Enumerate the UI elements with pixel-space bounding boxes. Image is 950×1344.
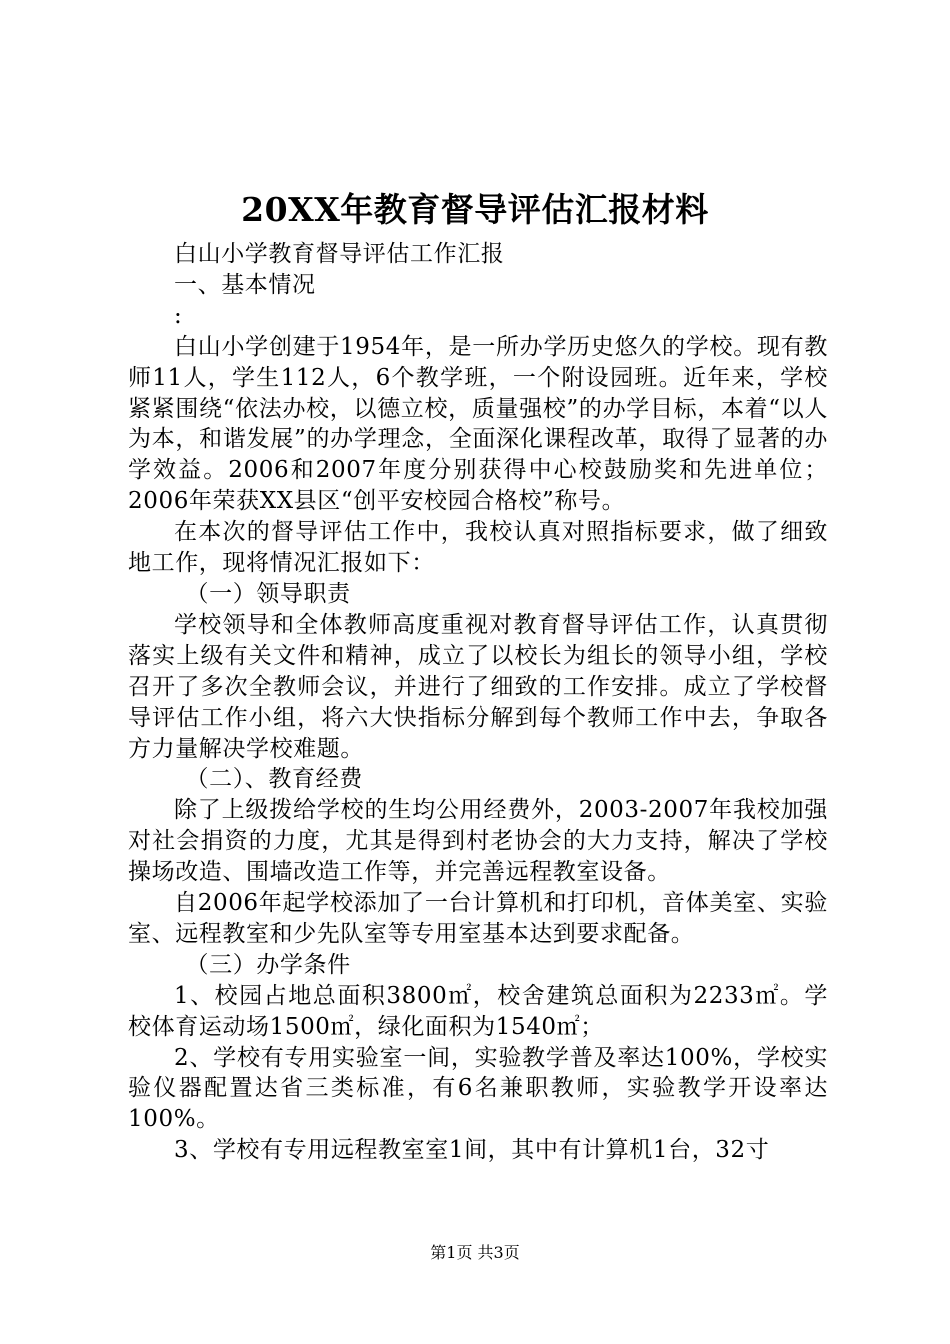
document-title: 20XX年教育督导评估汇报材料: [241, 190, 709, 229]
subheading-conditions: （三）办学条件: [185, 951, 351, 978]
subheading-leadership: （一）领导职责: [185, 580, 351, 607]
section-heading-basic-info: 一、基本情况: [174, 271, 316, 298]
paragraph-campus-area: 1、校园占地总面积3800㎡，校舍建筑总面积为2233㎡。学校体育运动场1500㎡，绿化面积为1540㎡；: [128, 982, 828, 1040]
document-body: [128, 239, 828, 1166]
subheading-funding: （二）、教育经费: [185, 766, 363, 793]
page-number-footer: 第1页 共3页: [430, 1243, 520, 1262]
paragraph-equipment: 自2006年起学校添加了一台计算机和打印机，音体美室、实验室、远程教室和少先队室等专用室基本达到要求配备。: [128, 890, 828, 947]
paragraph-report-title: 白山小学教育督导评估工作汇报: [174, 241, 505, 267]
paragraph-remote-classroom: 3、学校有专用远程教室室1间，其中有计算机1台，32寸: [174, 1137, 770, 1164]
paragraph-evaluation-intro: 在本次的督导评估工作中，我校认真对照指标要求，做了细致地工作，现将情况汇报如下：: [128, 519, 828, 577]
paragraph-school-intro: 白山小学创建于1954年，是一所办学历史悠久的学校。现有教师11人，学生112人，6个教学班，一个附设园班。近年来，学校紧紧围绕“依法办校，以德立校，质量强校”的办学目标，本着“以人为本，和谐发展”的办学理念，全面深化课程改革，取得了显著的办学效益。2006和2007年度分别获得中心校鼓励奖和先进单位；2006年荣获XX县区“创平安校园合格校”称号。: [128, 333, 828, 515]
paragraph-funding: 除了上级拨给学校的生均公用经费外，2003-2007年我校加强对社会捐资的力度，尤其是得到村老协会的大力支持，解决了学校操场改造、围墙改造工作等，并完善远程教室设备。: [128, 797, 828, 886]
paragraph-laboratory: 2、学校有专用实验室一间，实验教学普及率达100%，学校实验仪器配置达省三类标准，有6名兼职教师，实验教学开设率达100%。: [128, 1044, 828, 1133]
paragraph-colon: :: [174, 302, 183, 329]
paragraph-leadership: 学校领导和全体教师高度重视对教育督导评估工作，认真贯彻落实上级有关文件和精神，成立了以校长为组长的领导小组，学校召开了多次全教师会议，并进行了细致的工作安排。成立了学校督导评估工作小组，将六大快指标分解到每个教师工作中去，争取各方力量解决学校难题。: [128, 611, 828, 762]
